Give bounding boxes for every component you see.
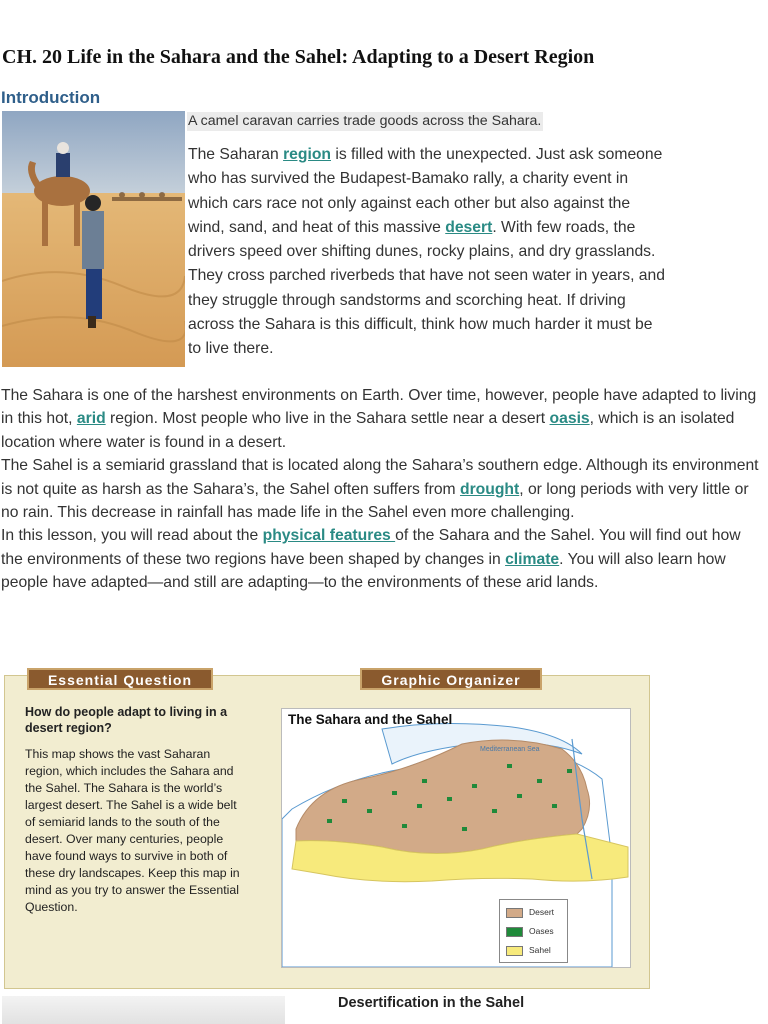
legend-swatch-sahel	[506, 946, 523, 956]
legend-swatch-oases	[506, 927, 523, 937]
paragraph-lesson: In this lesson, you will read about the physical features of the Sahara and the Sahel. You will find out how the environments of these two regions have been shaped by changes in climate. You will also learn how people have adapted—and still are adapting—to the environments of these arid lands.	[1, 527, 741, 592]
body-text	[1, 384, 765, 595]
essential-question-text: How do people adapt to living in a desert region?	[25, 705, 228, 735]
glossary-link-oasis[interactable]: oasis	[549, 410, 590, 428]
glossary-link-arid[interactable]: arid	[76, 410, 106, 428]
desertification-caption: Desertification in the Sahel	[338, 995, 525, 1011]
glossary-link-region[interactable]: region	[283, 146, 331, 163]
map-legend	[499, 899, 568, 963]
legend-swatch-desert	[506, 908, 523, 918]
chapter-title: CH. 20 Life in the Sahara and the Sahel: Adapting to a Desert Region	[2, 46, 595, 68]
essential-question-banner: Essential Question	[27, 668, 213, 690]
photo-caption: A camel caravan carries trade goods across the Sahara.	[188, 113, 542, 129]
map-description: This map shows the vast Saharan region, which includes the Sahara and the Sahel. The Sahara is the world’s largest desert. The Sahel is a wide belt of semiarid lands to the south of the desert. Over many centuries, people have found ways to survive in both of these dry landscapes. Keep this map in mind as you try to answer the Essential Question.	[25, 747, 240, 914]
legend-item-sahel: Sahel	[506, 944, 551, 956]
section-heading-introduction: Introduction	[1, 88, 101, 107]
sea-label: Mediterranean Sea	[480, 746, 540, 753]
paragraph-sahara: The Sahara is one of the harshest environments on Earth. Over time, however, people have adapted to living in this hot, arid region. Most people who live in the Sahara settle near a desert oasis, which is an isolated location where water is found in a desert.	[1, 387, 757, 451]
glossary-link-drought[interactable]: drought	[459, 480, 520, 498]
glossary-link-physical-features[interactable]: physical features	[262, 527, 396, 545]
glossary-link-desert[interactable]: desert	[445, 218, 493, 236]
graphic-organizer-banner: Graphic Organizer	[360, 668, 542, 690]
map-title: The Sahara and the Sahel	[288, 712, 453, 727]
legend-item-oases: Oases	[506, 925, 554, 937]
intro-paragraph: The Saharan region is filled with the unexpected. Just ask someone who has survived the Budapest-Bamako rally, a charity event in which cars race not only against each other but also against the wind, sand, and heat of this massive desert. With few roads, the drivers speed over shifting dunes, rocky plains, and dry grasslands. They cross parched riverbeds that have not seen water in years, and they struggle through sandstorms and scorching heat. If driving across the Sahara is this difficult, think how much harder it must be to live there.	[188, 146, 665, 358]
desertification-image-top	[2, 996, 285, 1024]
camel-caravan-photo	[2, 111, 185, 367]
legend-item-desert: Desert	[506, 906, 554, 918]
sahara-sahel-map	[281, 708, 631, 968]
paragraph-sahel: The Sahel is a semiarid grassland that is located along the Sahara’s southern edge. Although its environment is not quite as harsh as the Sahara’s, the Sahel often suffers from drought, or long periods with very little or no rain. This decrease in rainfall has made life in the Sahel even more challenging.	[1, 457, 759, 522]
glossary-link-climate[interactable]: climate	[505, 550, 560, 568]
